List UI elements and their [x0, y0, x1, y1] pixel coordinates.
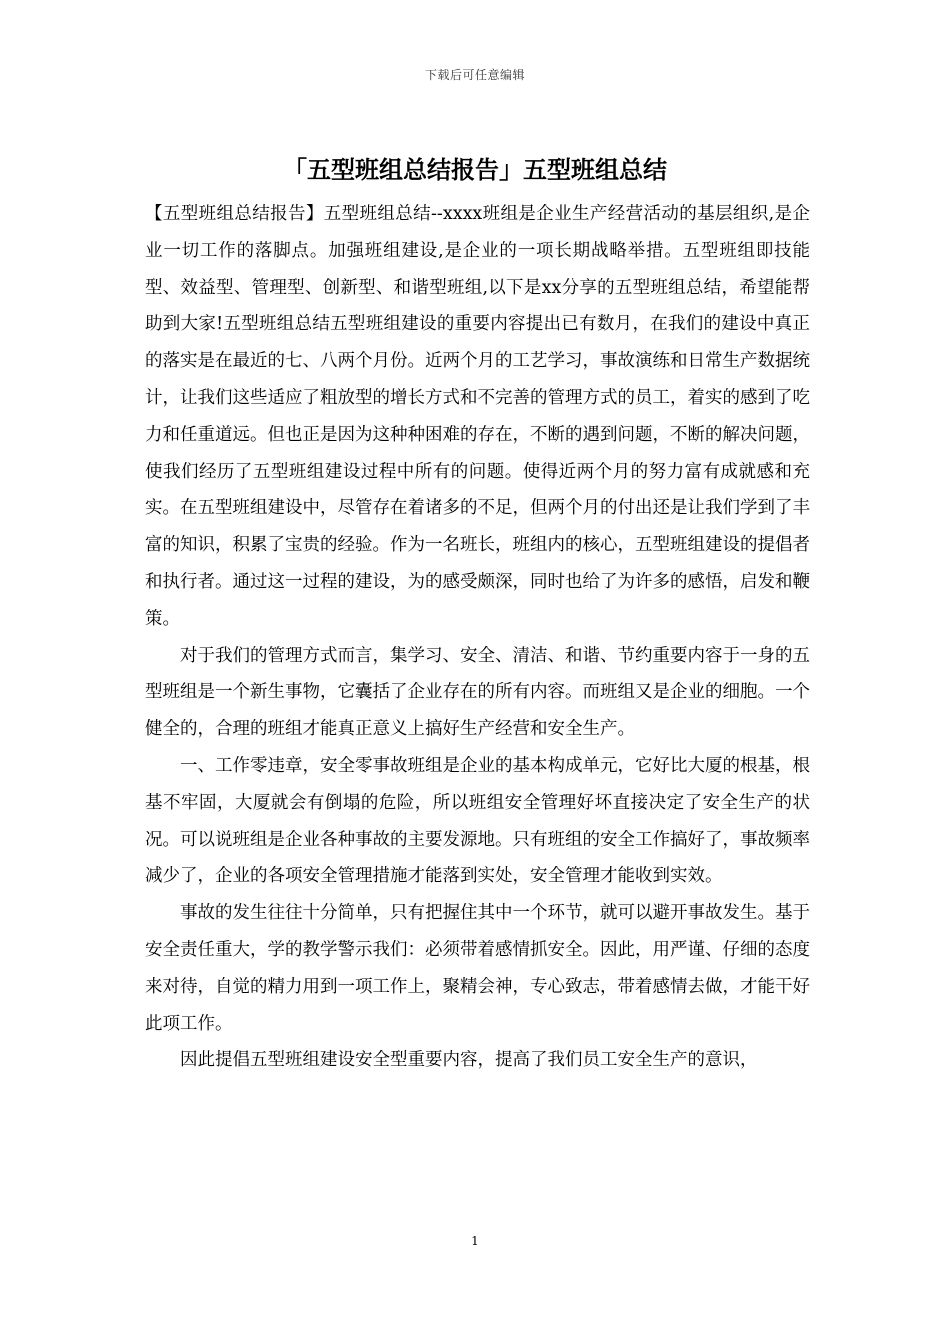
document-title: 「五型班组总结报告」五型班组总结 — [283, 155, 667, 184]
paragraph-promote: 因此提倡五型班组建设安全型重要内容，提高了我们员工安全生产的意识， — [180, 1050, 758, 1071]
document-body — [145, 196, 810, 1079]
page-header: 下载后可任意编辑 — [424, 68, 525, 82]
paragraph-accident: 事故的发生往往十分简单，只有把握住其中一个环节，就可以避开事故发生。基于安全责任重大，学的教学警示我们：必须带着感情抓安全。因此，用严谨、仔细的态度来对待，自觉的精力用到一项工作上，聚精会神，专心致志，带着感情去做，才能干好此项工作。 — [145, 903, 810, 1034]
page-number: 1 — [471, 1234, 479, 1248]
paragraph-intro: 【五型班组总结报告】五型班组总结--xxxx班组是企业生产经营活动的基层组织,是企业一切工作的落脚点。加强班组建设,是企业的一项长期战略举措。五型班组即技能型、效益型、管理型、创新型、和谐型班组,以下是xx分享的五型班组总结，希望能帮助到大家!五型班组总结五型班组建设的重要内容提出已有数月，在我们的建设中真正的落实是在最近的七、八两个月份。近两个月的工艺学习，事故演练和日常生产数据统计，让我们这些适应了粗放型的增长方式和不完善的管理方式的员工，着实的感到了吃力和任重道远。但也正是因为这种种困难的存在，不断的遇到问题，不断的解决问题，使我们经历了五型班组建设过程中所有的问题。使得近两个月的努力富有成就感和充实。在五型班组建设中，尽管存在着诸多的不足，但两个月的付出还是让我们学到了丰富的知识，积累了宝贵的经验。作为一名班长，班组内的核心，五型班组建设的提倡者和执行者。通过这一过程的建设，为的感受颇深，同时也给了为许多的感悟，启发和鞭策。 — [145, 204, 810, 629]
paragraph-management: 对于我们的管理方式而言，集学习、安全、清洁、和谐、节约重要内容于一身的五型班组是一个新生事物，它囊括了企业存在的所有内容。而班组又是企业的细胞。一个健全的，合理的班组才能真正意义上搞好生产经营和安全生产。 — [145, 645, 810, 740]
paragraph-safety-zero: 一、工作零违章，安全零事故班组是企业的基本构成单元，它好比大厦的根基，根基不牢固，大厦就会有倒塌的危险，所以班组安全管理好坏直接决定了安全生产的状况。可以说班组是企业各种事故的主要发源地。只有班组的安全工作搞好了，事故频率减少了，企业的各项安全管理措施才能落到实处，安全管理才能收到实效。 — [145, 755, 810, 887]
